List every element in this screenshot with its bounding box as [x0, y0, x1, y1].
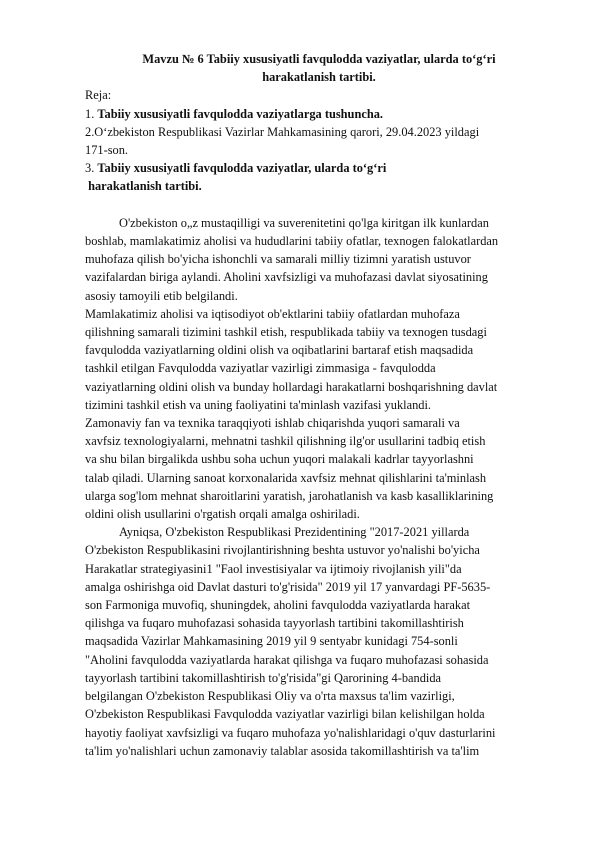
- title-line-1: Mavzu № 6 Tabiiy xususiyatli favqulodda vaziyatlar, ularda to‘g‘ri: [142, 52, 496, 66]
- body-line: muhofaza qilish bo'yicha ishonchli va samarali milliy tizimni yaratish ustuvor: [85, 252, 471, 267]
- body-line: "Aholini favqulodda vaziyatlarda harakat qilishga va fuqaro muhofazasi sohasida: [85, 652, 489, 667]
- body-line: maqsadida Vazirlar Mahkamasining 2019 yil 9 sentyabr kunidagi 754-sonli: [85, 634, 458, 649]
- body-line: favqulodda vaziyatlarning oldini olish va oqibatlarini bartaraf etish maqsadida: [85, 343, 474, 358]
- body-line: tizimini tashkil etish va uning faoliyatini ta'minlash vazifasi yuklandi.: [85, 397, 432, 412]
- body-line: vaziyatlarning oldini olish va bunday hollardagi harakatlarni boshqarishning davlat: [85, 379, 498, 394]
- document-page: [85, 50, 553, 760]
- body-line: hayotiy faoliyat xavfsizligi va fuqaro muhofaza yo'nalishlaridagi o'quv dasturlarini: [85, 725, 496, 740]
- body-line: Harakatlar strategiyasini1 "Faol investisiyalar va ijtimoiy rivojlanish yili"da: [85, 561, 462, 576]
- body-line: tashkil etilgan Favqulodda vaziyatlar vazirligi zimmasiga - favqulodda: [85, 361, 436, 376]
- plan-item-1: [85, 105, 553, 123]
- body-line: belgilangan O'zbekiston Respublikasi Oliy va o'rta maxsus ta'lim vazirligi,: [85, 689, 455, 704]
- body-line: amalga oshirishga oid Davlat dasturi to'g'risida" 2019 yil 17 yanvardagi PF-5635-: [85, 579, 491, 594]
- body-line: O'zbekiston Respublikasini rivojlantirishning beshta ustuvor yo'nalishi bo'yicha: [85, 543, 480, 558]
- body-line: Mamlakatimiz aholisi va iqtisodiyot ob'ektlarini tabiiy ofatlardan muhofaza: [85, 306, 460, 321]
- plan-item-2-line-1: 2.O‘zbekiston Respublikasi Vazirlar Mahkamasining qarori, 29.04.2023 yildagi: [85, 124, 480, 139]
- body-line: boshlab, mamlakatimiz aholisi va hududlarini tabiiy ofatlar, texnogen falokatlardan: [85, 234, 499, 249]
- body-line: Ayniqsa, O'zbekiston Respublikasi Prezidentining "2017-2021 yillarda: [119, 525, 470, 540]
- body-text: [85, 214, 553, 760]
- body-line: O'zbekiston o„z mustaqilligi va suverenitetini qo'lga kiritgan ilk kunlardan: [119, 215, 489, 230]
- plan-item-2-line-2: 171-son.: [85, 143, 129, 158]
- plan-item-1-text: Tabiiy xususiyatli favqulodda vaziyatlarga tushuncha.: [97, 106, 384, 121]
- plan-section: [85, 86, 553, 195]
- body-line: qilishning samarali tizimini tashkil etish, respublikada tabiiy va texnogen tusdagi: [85, 325, 487, 340]
- title-line-2: harakatlanish tartibi.: [262, 70, 376, 85]
- body-line: asosiy tamoyili etib belgilandi.: [85, 288, 238, 303]
- body-line: son Farmoniga muvofiq, shuningdek, aholini favqulodda vaziyatlarda harakat: [85, 598, 471, 613]
- document-title: [85, 50, 553, 86]
- body-line: va shu bilan birgalikda ushbu soha uchun yuqori malakali kadrlar tayyorlashni: [85, 452, 474, 467]
- plan-item-3-line-1: Tabiiy xususiyatli favqulodda vaziyatlar, ularda to‘g‘ri: [97, 161, 387, 176]
- body-line: O'zbekiston Respublikasi Favqulodda vaziyatlar vazirligi bilan kelishilgan holda: [85, 707, 485, 722]
- body-line: Zamonaviy fan va texnika taraqqiyoti ishlab chiqarishda yuqori samarali va: [85, 416, 460, 431]
- body-line: xavfsiz texnologiyalarni, mehnatni tashkil qilishning ilg'or usullarini tadbiq etish: [85, 434, 486, 449]
- body-line: ta'lim yo'nalishlari uchun zamonaviy talablar asosida takomillashtirish va ta'lim: [85, 743, 480, 758]
- plan-item-3-line-2: harakatlanish tartibi.: [85, 179, 202, 194]
- spacer: [85, 196, 553, 214]
- body-line: talab qiladi. Ularning sanoat korxonalarida xavfsiz mehnat qilishlarini ta'minlash: [85, 470, 487, 485]
- body-line: tayyorlash tartibini takomillashtirish to'g'risida"gi Qarorining 4-bandida: [85, 670, 442, 685]
- body-line: vazifalardan biriga aylandi. Aholini xavfsizligi va muhofazasi davlat siyosatining: [85, 270, 488, 285]
- plan-item-3-number: 3.: [85, 161, 98, 176]
- plan-heading: Reja:: [85, 88, 112, 103]
- plan-item-1-number: 1.: [85, 106, 98, 121]
- body-line: ularga sog'lom mehnat sharoitlarini yaratish, jarohatlanish va kasb kasalliklarining: [85, 488, 494, 503]
- plan-item-3: [85, 159, 553, 177]
- body-line: oldini olish usullarini o'rgatish orqali amalga oshiriladi.: [85, 507, 360, 522]
- body-line: qilishga va fuqaro muhofazasi sohasida tayyorlash tartibini takomillashtirish: [85, 616, 464, 631]
